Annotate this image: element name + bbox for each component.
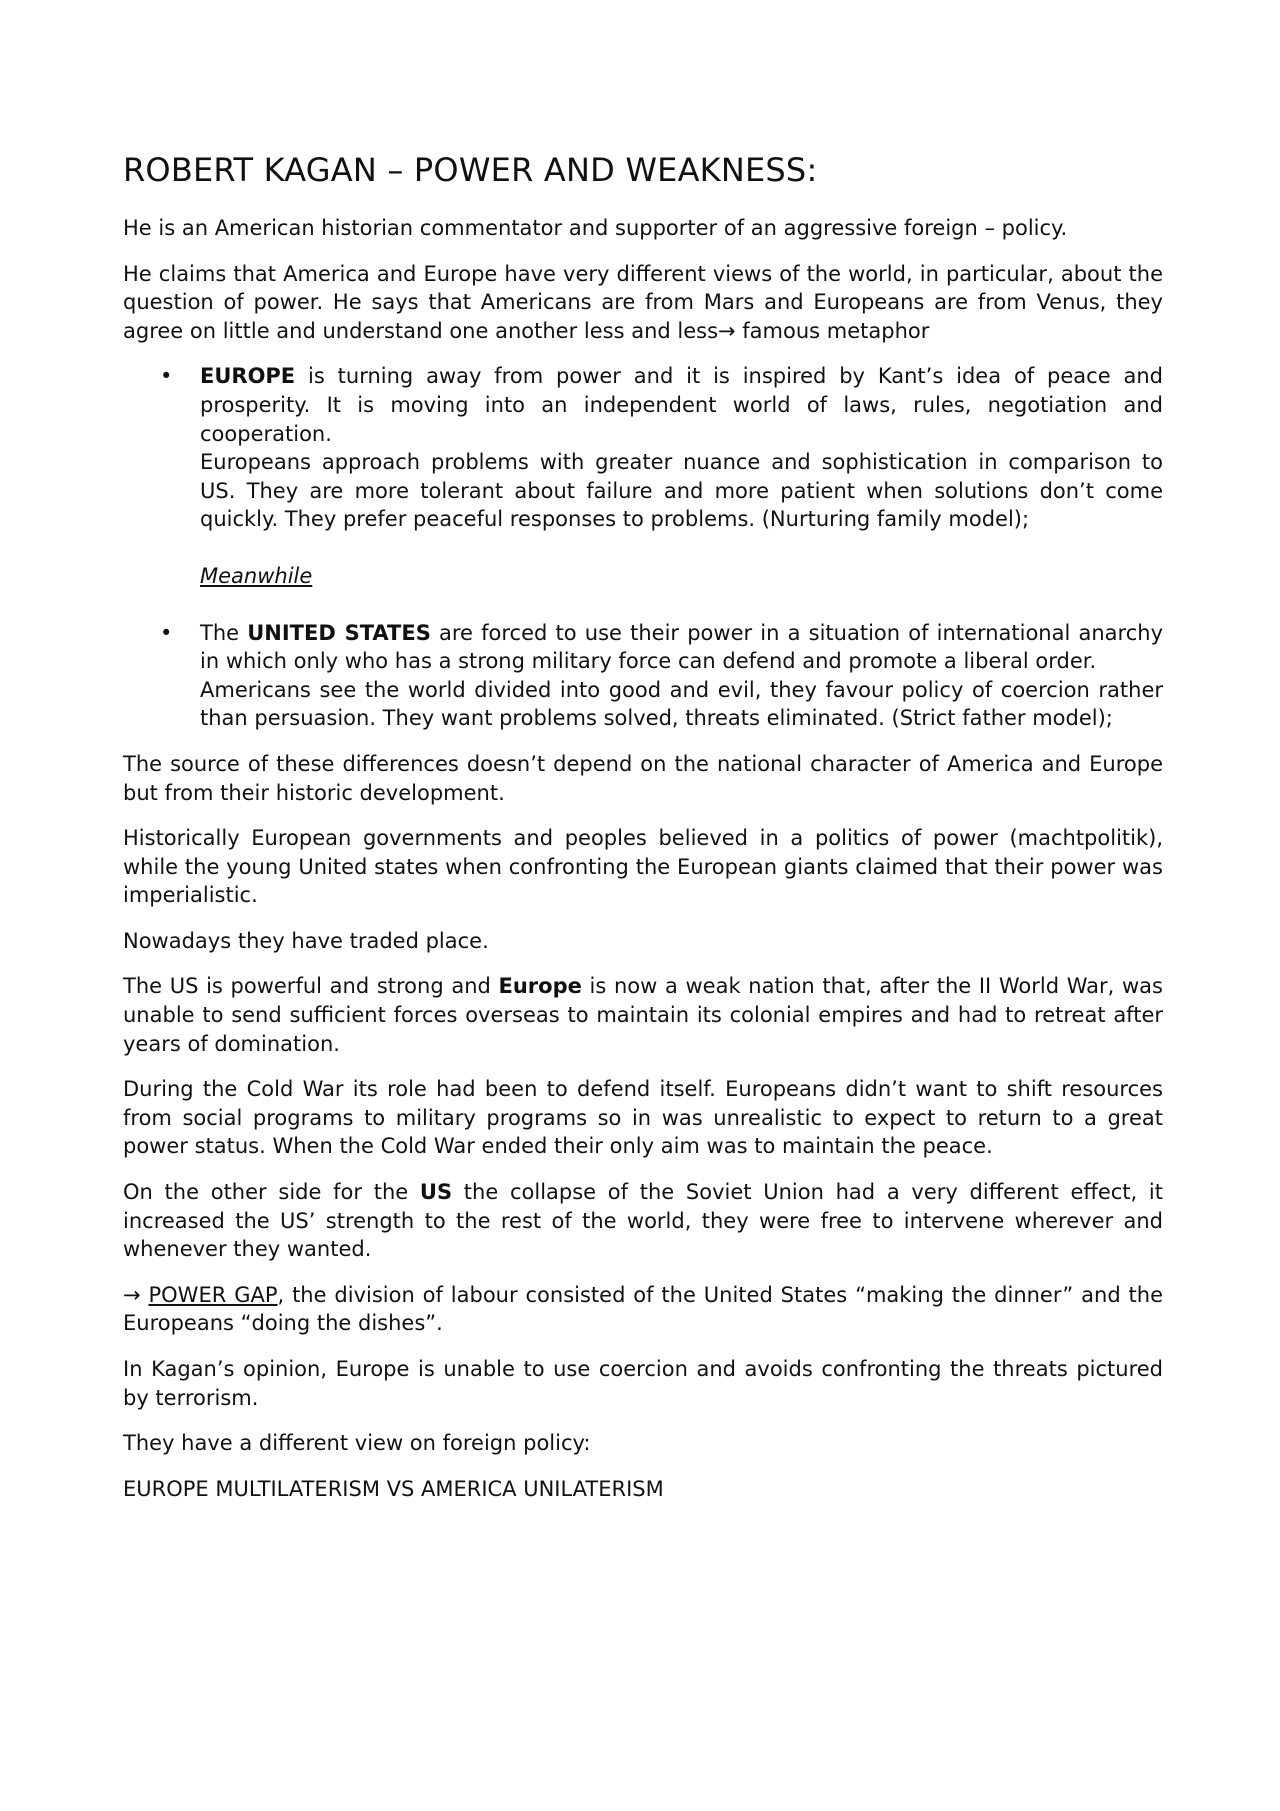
bullet-item-united-states (123, 619, 1163, 733)
bullet-main-text (200, 621, 1163, 674)
other-side-paragraph (123, 1178, 1163, 1264)
bullet-bold-united-states: UNITED STATES (247, 620, 431, 645)
bold-us: US (419, 1180, 453, 1205)
opinion-paragraph: In Kagan’s opinion, Europe is unable to use coercion and avoids confronting the threats pictured by terrorism. (123, 1357, 1163, 1410)
nowadays-paragraph: Nowadays they have traded place. (123, 928, 489, 953)
text-run: , the division of labour consisted of the United States “making the dinner” and the Europeans “doing the dishes”. (123, 1282, 1163, 1336)
power-gap-paragraph (123, 1281, 1163, 1338)
bullet-item-europe (123, 362, 1163, 590)
us-europe-paragraph (123, 972, 1163, 1058)
historically-paragraph: Historically European governments and peoples believed in a politics of power (machtpolitik), while the young United states when confronting the European giants claimed that their power was imperialistic. (123, 826, 1163, 908)
bullet-text: is turning away from power and it is inspired by Kant’s idea of peace and prosperity. It is moving into an independent world of laws, rules, negotiation and cooperation. (200, 364, 1163, 446)
bold-europe: Europe (498, 974, 582, 999)
bullet-prefix: The (200, 620, 248, 645)
view-paragraph: They have a different view on foreign policy: (123, 1431, 591, 1456)
text-run: is now a weak nation that, after the II World War, was unable to send sufficient forces overseas to maintain its colonial empires and had to retreat after years of domination. (123, 974, 1163, 1056)
text-run: the collapse of the Soviet Union had a very different effect, it increased the US’ strength to the rest of the world, they were free to intervene wherever and whenever they wanted. (123, 1180, 1163, 1262)
bullet-bold-europe: EUROPE (200, 364, 296, 389)
bullet-main-text (200, 364, 1163, 445)
cold-war-paragraph: During the Cold War its role had been to defend itself. Europeans didn’t want to shift resources from social programs to military programs so in was unrealistic to expect to return to a great power status. When the Cold War ended their only aim was to maintain the peace. (123, 1077, 1163, 1159)
final-line: EUROPE MULTILATERISM VS AMERICA UNILATERISM (123, 1476, 664, 1501)
bullet-text: are forced to use their power in a situation of international anarchy in which only who has a strong military force can defend and promote a liberal order. (200, 620, 1163, 674)
document-title: ROBERT KAGAN – POWER AND WEAKNESS: (123, 151, 818, 189)
bullet-icon: • (160, 364, 173, 389)
claim-paragraph: He claims that America and Europe have very different views of the world, in particular, about the question of power. He says that Americans are from Mars and Europeans are from Venus, they agree on little and understand one another less and less→ famous metaphor (123, 261, 1163, 343)
arrow-icon: → (123, 1282, 149, 1307)
bullet-list (123, 362, 1163, 733)
bullet-extra-text: Americans see the world divided into good and evil, they favour policy of coercion rather than persuasion. They want problems solved, threats eliminated. (Strict father model); (200, 677, 1163, 731)
document-page (123, 150, 1163, 1520)
bullet-extra-text: Europeans approach problems with greater nuance and sophistication in comparison to US. They are more tolerant about failure and more patient when solutions don’t come quickly. They prefer peaceful responses to problems. (Nurturing family model); (200, 450, 1163, 532)
text-run: The US is powerful and strong and (123, 974, 499, 999)
bullet-icon: • (160, 620, 173, 645)
text-run: On the other side for the (123, 1180, 420, 1205)
intro-paragraph: He is an American historian commentator and supporter of an aggressive foreign – policy. (123, 216, 1068, 240)
power-gap-term: POWER GAP (148, 1282, 278, 1307)
meanwhile-label: Meanwhile (200, 563, 313, 588)
source-paragraph: The source of these differences doesn’t depend on the national character of America and Europe but from their historic development. (123, 751, 1163, 805)
